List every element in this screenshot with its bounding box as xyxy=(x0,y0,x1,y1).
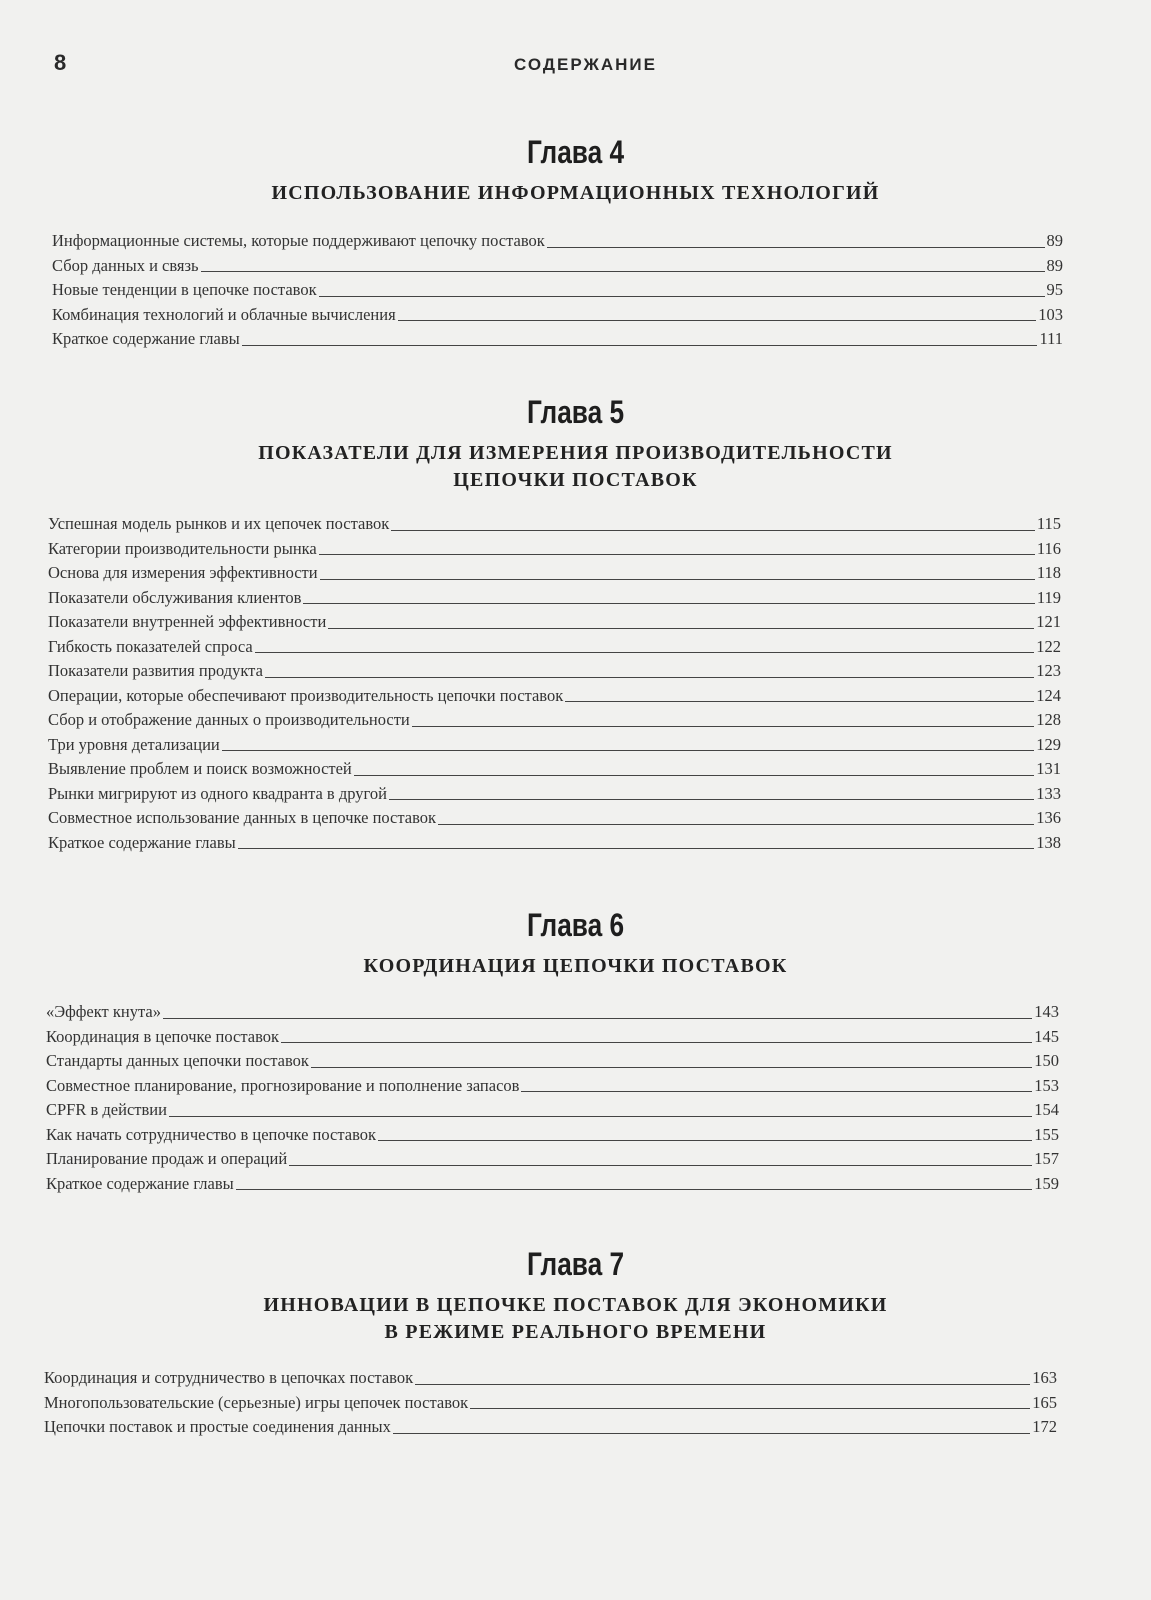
toc-entry-label: Стандарты данных цепочки поставок xyxy=(46,1051,309,1070)
toc-entry-label: Сбор и отображение данных о производительности xyxy=(48,710,410,729)
toc-entry-label: Рынки мигрируют из одного квадранта в другой xyxy=(48,783,387,803)
toc-entry-page: 143 xyxy=(1034,1002,1059,1021)
toc-entry[interactable] xyxy=(46,1123,1059,1148)
toc-entry[interactable] xyxy=(46,1172,1059,1197)
toc-entry-page: 154 xyxy=(1034,1100,1059,1119)
running-head: СОДЕРЖАНИЕ xyxy=(514,55,657,74)
dot-leader xyxy=(201,271,1045,272)
toc-entry[interactable] xyxy=(48,708,1061,733)
toc-entry-page: 131 xyxy=(1036,759,1061,778)
toc-entry[interactable] xyxy=(46,1098,1059,1123)
toc-entry[interactable] xyxy=(48,561,1061,586)
toc-entry-page: 116 xyxy=(1036,538,1061,558)
toc-entry[interactable] xyxy=(48,610,1061,635)
toc-entry-label: Новые тенденции в цепочке поставок xyxy=(52,280,317,299)
toc-entry[interactable] xyxy=(52,229,1063,254)
toc-entry-page: 95 xyxy=(1046,280,1063,299)
toc-list xyxy=(46,1000,1059,1196)
dot-leader xyxy=(521,1091,1032,1092)
toc-entry-page: 157 xyxy=(1034,1149,1059,1168)
chapter-title: Глава 6 xyxy=(526,907,625,943)
subtitle-line: ИННОВАЦИИ В ЦЕПОЧКЕ ПОСТАВОК ДЛЯ ЭКОНОМИКИ xyxy=(263,1294,888,1316)
toc-entry[interactable] xyxy=(48,733,1061,758)
toc-entry-label: Многопользовательские (серьезные) игры цепочек поставок xyxy=(44,1392,469,1412)
toc-entry-label: Основа для измерения эффективности xyxy=(48,563,318,582)
toc-entry[interactable] xyxy=(48,659,1061,684)
dot-leader xyxy=(255,652,1035,653)
toc-entry-label: Краткое содержание главы xyxy=(52,329,240,348)
toc-entry-page: 115 xyxy=(1036,514,1061,533)
chapter-4-section xyxy=(0,132,1151,352)
chapter-title: Глава 5 xyxy=(526,394,625,430)
toc-entry-label: Три уровня детализации xyxy=(48,734,220,754)
toc-entry[interactable] xyxy=(46,1025,1059,1050)
chapter-subtitle xyxy=(0,180,1151,207)
toc-entry-page: 121 xyxy=(1036,612,1061,631)
toc-entry[interactable] xyxy=(46,1049,1059,1074)
toc-entry-label: Показатели внутренней эффективности xyxy=(48,612,327,631)
toc-entry-label: «Эффект кнута» xyxy=(46,1002,161,1021)
toc-list xyxy=(52,229,1063,352)
dot-leader xyxy=(354,775,1034,776)
toc-entry-page: 103 xyxy=(1038,304,1063,324)
toc-entry-label: Координация в цепочке поставок xyxy=(46,1026,280,1046)
dot-leader xyxy=(328,628,1034,629)
toc-entry-page: 145 xyxy=(1034,1026,1059,1046)
toc-entry[interactable] xyxy=(52,327,1063,352)
dot-leader xyxy=(319,296,1045,297)
chapter-title: Глава 4 xyxy=(526,134,625,170)
toc-entry-label: Краткое содержание главы xyxy=(46,1173,234,1193)
page-number: 8 xyxy=(54,50,67,75)
toc-entry[interactable] xyxy=(48,782,1061,807)
toc-entry-page: 122 xyxy=(1036,636,1061,656)
dot-leader xyxy=(238,848,1035,849)
chapter-subtitle xyxy=(0,953,1151,980)
toc-entry-page: 136 xyxy=(1036,808,1061,827)
toc-entry-label: Информационные системы, которые поддерживают цепочку поставок xyxy=(52,231,545,250)
dot-leader xyxy=(236,1189,1033,1190)
chapter-5-section xyxy=(0,392,1151,855)
toc-entry-page: 118 xyxy=(1036,563,1061,582)
toc-entry[interactable] xyxy=(52,303,1063,328)
toc-entry-label: Показатели обслуживания клиентов xyxy=(48,587,302,607)
toc-entry-page: 163 xyxy=(1032,1368,1057,1387)
toc-entry[interactable] xyxy=(44,1366,1057,1391)
toc-entry-page: 165 xyxy=(1032,1392,1057,1412)
dot-leader xyxy=(222,750,1035,751)
dot-leader xyxy=(289,1165,1032,1166)
toc-entry-label: Успешная модель рынков и их цепочек поставок xyxy=(48,514,390,533)
toc-entry-label: Комбинация технологий и облачные вычисления xyxy=(52,304,396,324)
toc-list xyxy=(44,1366,1057,1440)
toc-entry-label: Категории производительности рынка xyxy=(48,538,317,558)
toc-entry[interactable] xyxy=(48,757,1061,782)
dot-leader xyxy=(391,530,1035,531)
toc-entry[interactable] xyxy=(44,1391,1057,1416)
toc-entry-page: 123 xyxy=(1036,661,1061,680)
toc-entry-label: CPFR в действии xyxy=(46,1100,167,1119)
toc-entry[interactable] xyxy=(44,1415,1057,1440)
toc-entry-page: 172 xyxy=(1032,1417,1057,1436)
dot-leader xyxy=(242,345,1038,346)
toc-entry-page: 133 xyxy=(1036,783,1061,803)
dot-leader xyxy=(393,1433,1030,1434)
toc-entry-page: 153 xyxy=(1034,1075,1059,1095)
toc-entry-label: Совместное планирование, прогнозирование и пополнение запасов xyxy=(46,1075,520,1095)
dot-leader xyxy=(415,1384,1030,1385)
chapter-subtitle xyxy=(0,1292,1151,1346)
toc-entry-page: 119 xyxy=(1036,587,1061,607)
toc-entry[interactable] xyxy=(48,684,1061,709)
toc-entry[interactable] xyxy=(46,1074,1059,1099)
toc-entry[interactable] xyxy=(52,254,1063,279)
subtitle-line: ИСПОЛЬЗОВАНИЕ ИНФОРМАЦИОННЫХ ТЕХНОЛОГИЙ xyxy=(271,182,880,204)
dot-leader xyxy=(378,1140,1032,1141)
toc-entry[interactable] xyxy=(48,537,1061,562)
dot-leader xyxy=(470,1408,1030,1409)
dot-leader xyxy=(303,603,1034,604)
dot-leader xyxy=(412,726,1034,727)
toc-entry-page: 129 xyxy=(1036,734,1061,754)
toc-entry-label: Совместное использование данных в цепочке поставок xyxy=(48,808,437,827)
dot-leader xyxy=(163,1018,1032,1019)
toc-entry-label: Как начать сотрудничество в цепочке поставок xyxy=(46,1124,377,1144)
toc-entry-label: Гибкость показателей спроса xyxy=(48,636,253,656)
toc-entry-label: Координация и сотрудничество в цепочках поставок xyxy=(44,1368,414,1387)
toc-entry-page: 124 xyxy=(1036,685,1061,705)
toc-entry[interactable] xyxy=(48,806,1061,831)
dot-leader xyxy=(438,824,1034,825)
toc-entry-label: Показатели развития продукта xyxy=(48,661,263,680)
toc-entry-label: Выявление проблем и поиск возможностей xyxy=(48,759,352,778)
subtitle-line: ПОКАЗАТЕЛИ ДЛЯ ИЗМЕРЕНИЯ ПРОИЗВОДИТЕЛЬНОСТИ xyxy=(258,442,893,464)
toc-entry[interactable] xyxy=(48,635,1061,660)
dot-leader xyxy=(547,247,1045,248)
dot-leader xyxy=(389,799,1034,800)
toc-entry-page: 150 xyxy=(1034,1051,1059,1070)
dot-leader xyxy=(169,1116,1032,1117)
dot-leader xyxy=(565,701,1034,702)
dot-leader xyxy=(311,1067,1032,1068)
chapter-title: Глава 7 xyxy=(526,1246,625,1282)
chapter-7-section xyxy=(0,1244,1151,1440)
subtitle-line: ЦЕПОЧКИ ПОСТАВОК xyxy=(453,469,698,491)
toc-entry[interactable] xyxy=(48,586,1061,611)
subtitle-line: В РЕЖИМЕ РЕАЛЬНОГО ВРЕМЕНИ xyxy=(384,1321,767,1343)
toc-entry[interactable] xyxy=(46,1000,1059,1025)
dot-leader xyxy=(319,554,1035,555)
toc-entry[interactable] xyxy=(48,512,1061,537)
toc-entry[interactable] xyxy=(48,831,1061,856)
chapter-subtitle xyxy=(0,440,1151,494)
toc-entry-label: Цепочки поставок и простые соединения данных xyxy=(44,1417,391,1436)
toc-entry-label: Операции, которые обеспечивают производительность цепочки поставок xyxy=(48,685,564,705)
toc-list xyxy=(48,512,1061,855)
toc-entry-page: 89 xyxy=(1046,231,1063,250)
toc-entry[interactable] xyxy=(46,1147,1059,1172)
subtitle-line: КООРДИНАЦИЯ ЦЕПОЧКИ ПОСТАВОК xyxy=(363,955,788,977)
dot-leader xyxy=(265,677,1034,678)
toc-entry-page: 159 xyxy=(1034,1173,1059,1193)
chapter-6-section xyxy=(0,905,1151,1196)
toc-entry-page: 111 xyxy=(1039,329,1063,348)
toc-entry-page: 89 xyxy=(1046,255,1063,275)
dot-leader xyxy=(320,579,1035,580)
toc-entry-page: 155 xyxy=(1034,1124,1059,1144)
toc-entry-label: Краткое содержание главы xyxy=(48,832,236,852)
toc-entry-label: Сбор данных и связь xyxy=(52,255,199,275)
toc-entry-label: Планирование продаж и операций xyxy=(46,1149,288,1168)
toc-entry-page: 138 xyxy=(1036,832,1061,852)
toc-entry-page: 128 xyxy=(1036,710,1061,729)
dot-leader xyxy=(398,320,1037,321)
dot-leader xyxy=(281,1042,1032,1043)
toc-entry[interactable] xyxy=(52,278,1063,303)
